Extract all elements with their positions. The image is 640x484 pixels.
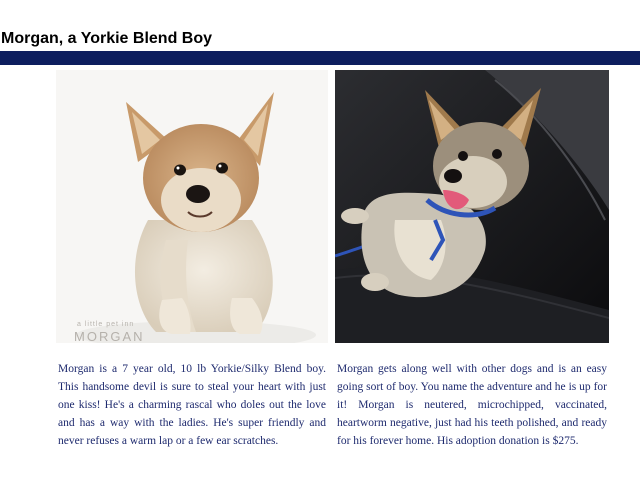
morgan-car-seat-illustration [335, 70, 609, 343]
description-left: Morgan is a 7 year old, 10 lb Yorkie/Silky Blend boy. This handsome devil is sure to steal your heart with just one kiss! He's a charming rascal who doles out the love and has a way with the ladies. He's super friendly and never refuses a warm lap or a few ear scratches. [58, 363, 326, 447]
header-band [0, 51, 640, 65]
morgan-sitting-illustration [56, 70, 328, 343]
page-title: Morgan, a Yorkie Blend Boy [1, 30, 213, 47]
watermark-tagline: a little pet inn [77, 321, 135, 328]
description-right: Morgan gets along well with other dogs and is an easy going sort of boy. You name the adventure and he is up for it! Morgan is neutered, microchipped, vaccinated, heartworm negative, just had his teeth polished, and ready for his forever home. His adoption donation is $275. [337, 363, 607, 447]
watermark-name: MORGAN [74, 329, 145, 343]
morgan-car-seat-photo [335, 70, 609, 343]
morgan-sitting-photo [56, 70, 328, 343]
